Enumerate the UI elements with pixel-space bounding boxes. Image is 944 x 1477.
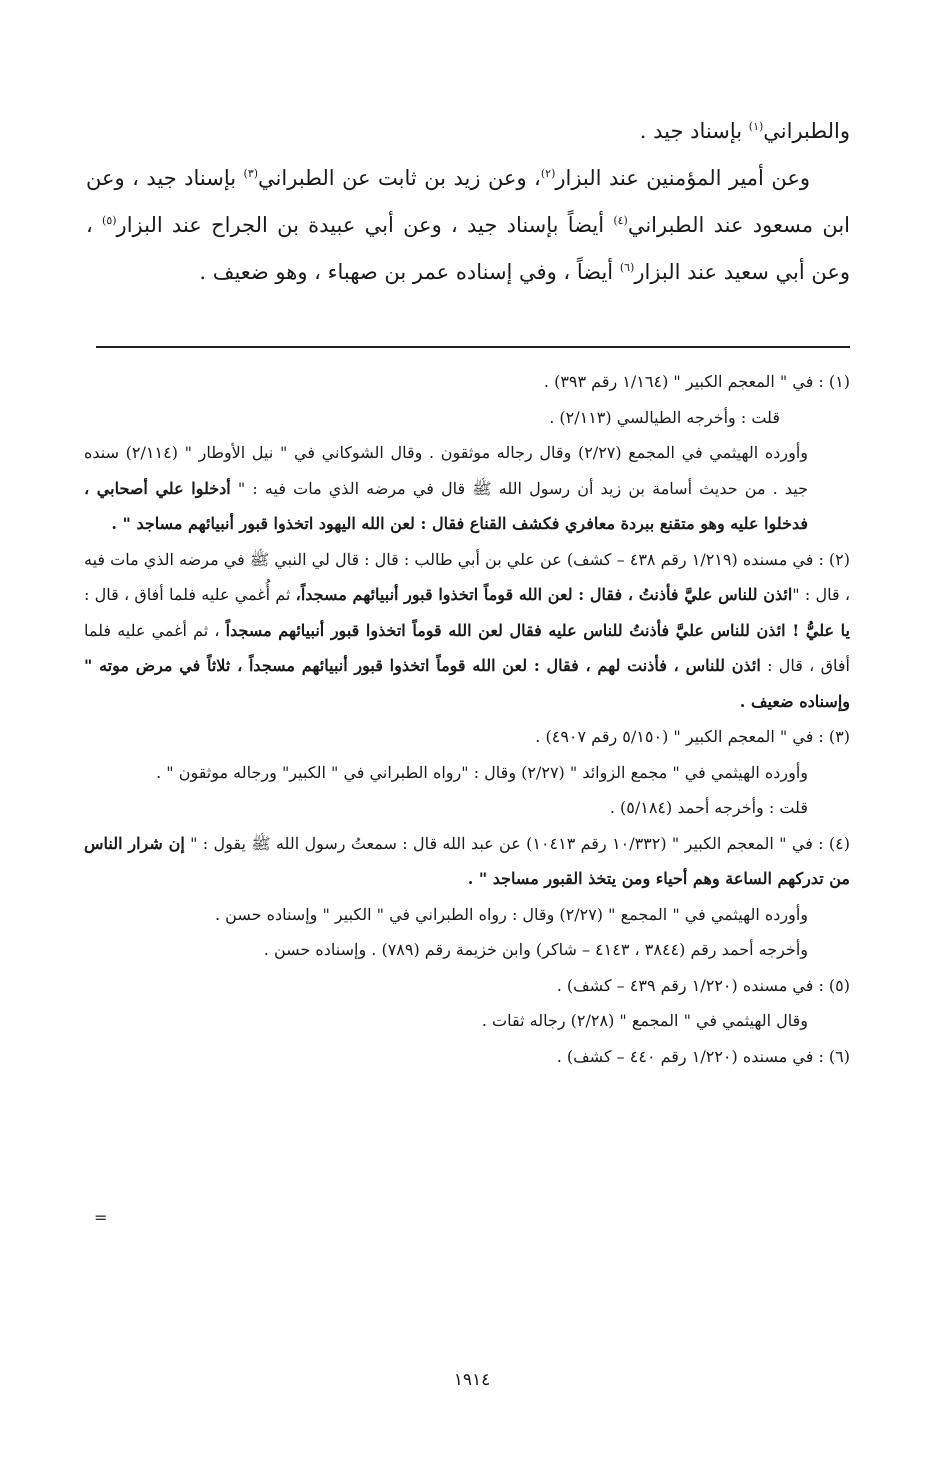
continuation-mark: = [94,1208,108,1227]
footnotes [84,364,850,1074]
footnote-1: (١) : في " المعجم الكبير " (١/١٦٤ رقم ٣٩٣) . [543,372,850,391]
main-line-1-text: والطبراني [763,119,850,143]
footnote-ref-1: (١) [748,120,764,133]
footnote-6: (٦) : في مسنده (١/٢٢٠ رقم ٤٤٠ – كشف) . [556,1046,850,1066]
main-text [86,108,850,296]
footnote-3-note-b: قلت : وأخرجه أحمد (٥/١٨٤) . [609,798,808,817]
footnote-2-text-a: (٢) : في مسنده (١/٢١٩ رقم ٤٣٨ – كشف) عن علي بن أبي طالب : قال : قال لي النبي ﷺ في مرضه الذي مات فيه ، قال : " [84,549,851,604]
footnote-4 [84,826,850,897]
footnote-5: (٥) : في مسنده (١/٢٢٠ رقم ٤٣٩ – كشف) . [556,975,850,995]
main-para-f: أيضاً ، وفي إسناده عمر بن صهباء ، وهو ضعيف . [199,260,620,284]
footnote-ref-3: (٣) [243,167,259,180]
footnote-ref-4: (٤) [613,214,628,227]
footnote-4-note-d: وأخرجه أحمد رقم (٣٨٤٤ ، ٤١٤٣ – شاكر) وابن خزيمة رقم (٧٨٩) . وإسناده حسن . [263,940,808,959]
footnote-ref-2: (٢) [540,167,556,180]
footnote-5-note-a: وقال الهيثمي في " المجمع " (٢/٢٨) رجاله ثقات . [481,1011,808,1030]
footnote-4-hadith: إن شرار الناس من تدركهم الساعة وهم أحياء ومن يتخذ القبور مساجد " . [84,833,850,888]
footnote-4-note-c: وأورده الهيثمي في " المجمع " (٢/٢٧) وقال : رواه الطبراني في " الكبير " وإسناده حسن . [214,904,808,924]
main-para-d: أيضاً بإسناد جيد ، وعن أبي عبيدة بن الجراح عند البزار [116,213,614,237]
main-line-1-tail: بإسناد جيد . [639,119,749,143]
footnote-1-hadith: أدخلوا علي أصحابي ، فدخلوا عليه وهو متقنع ببردة معافري فكشف القناع فقال : لعن الله اليهود اتخذوا قبور أنبيائهم مساجد " . [84,478,808,533]
footnote-2-text-d: ، ثم أغمي عليه فلما أفاق ، قال : [84,620,851,675]
main-para-c: بإسناد جيد ، وعن ابن مسعود عند الطبراني [86,166,851,237]
main-para-b: ، وعن زيد بن ثابت عن الطبراني [258,166,541,190]
footnote-4-text: (٤) : في " المعجم الكبير " (١٠/٣٣٢ رقم ١٠٤١٣) عن عبد الله قال : سمعتُ رسول الله ﷺ يقول : " [184,833,850,853]
main-paragraph [86,155,850,296]
footnote-1-note-b [84,435,850,542]
footnote-2-hadith-2: يا عليُّ ! ائذن للناس عليَّ فأذنتُ للناس عليه فقال لعن الله قوماً اتخذوا قبور أنبيائهم مسجداً [225,620,850,640]
main-line-1 [86,108,850,155]
footnote-ref-5: (٥) [102,214,117,227]
footnote-2-hadith-1: ائذن للناس عليَّ فأذنتُ ، فقال : لعن الله قوماً اتخذوا قبور أنبيائهم مسجداً، [295,585,793,604]
main-para-a: وعن أمير المؤمنين عند البزار [555,166,810,190]
footnote-2-hadith-3: ائذن للناس ، فأذنت لهم ، فقال : لعن الله قوماً اتخذوا قبور أنبيائهم مسجداً ، ثلاثاً في مرض موته " وإسناده ضعيف . [84,656,850,711]
footnote-divider [96,346,850,348]
footnote-2-text-c: ثم أُغمي عليه فلما أفاق ، قال : [84,585,296,604]
footnote-3: (٣) : في " المعجم الكبير " (٥/١٥٠ رقم ٤٩٠٧) . [535,727,850,746]
footnote-1-note-a: قلت : وأخرجه الطيالسي (٢/١١٣) . [549,407,780,427]
footnote-1-text: وأورده الهيثمي في المجمع (٢/٢٧) وقال رجاله موثقون . وقال الشوكاني في " نيل الأوطار " (٢/١١٤) سنده جيد . من حديث أسامة بن زيد أن رسول الله ﷺ قال في مرضه الذي مات فيه : " [84,443,809,498]
main-para-e: ، وعن أبي سعيد عند البزار [86,213,850,284]
page-number: ١٩١٤ [453,1370,491,1390]
footnote-3-note-a: وأورده الهيثمي في " مجمع الزوائد " (٢/٢٧) وقال : "رواه الطبراني في " الكبير" ورجاله موثقون " . [156,762,808,782]
footnote-2 [84,542,850,720]
footnote-ref-6: (٦) [619,261,635,274]
